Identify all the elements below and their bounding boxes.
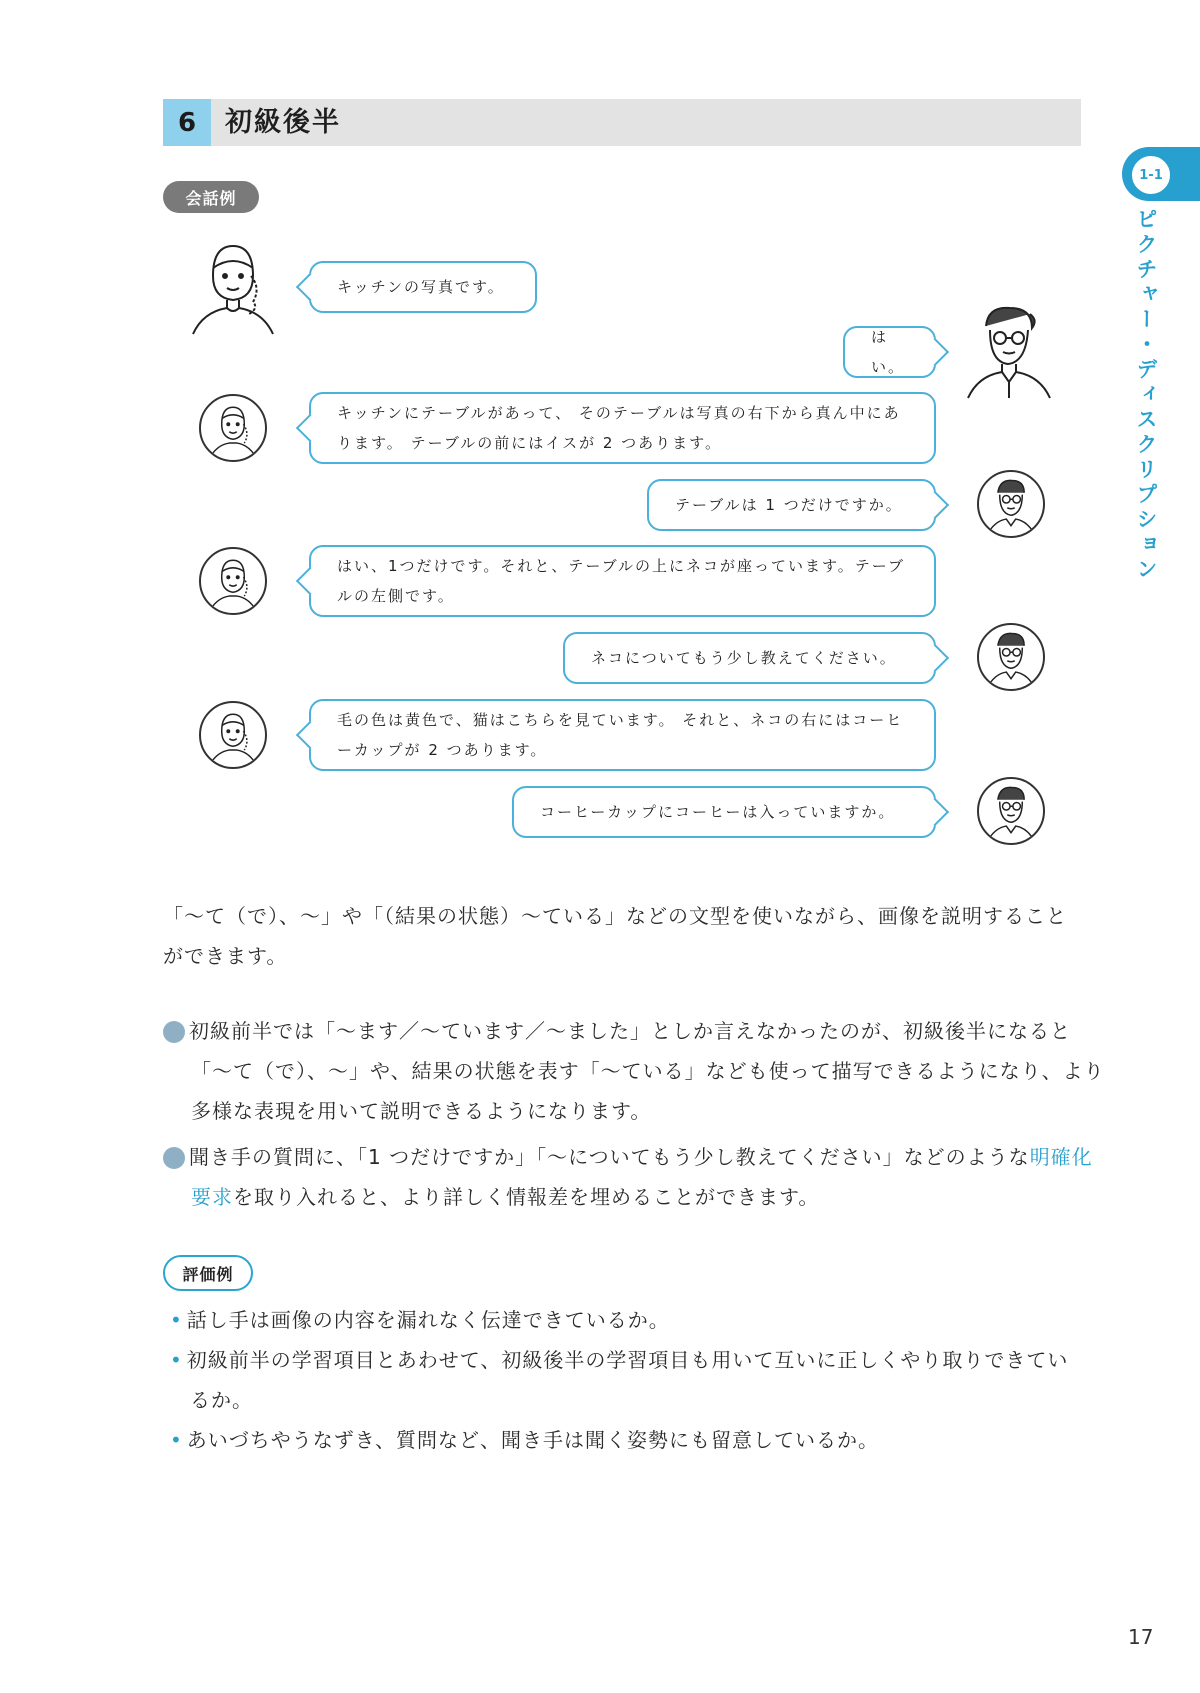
- man-illustration: [958, 300, 1058, 400]
- dialogue-text: キッチンの写真です。: [337, 278, 505, 296]
- summary-text: 「〜て（で）、〜」や「（結果の状態）〜ている」などの文型を使いながら、画像を説明することができます。: [163, 904, 1067, 968]
- point-1: [146, 1011, 1111, 1131]
- dialogue-bubble-6: [563, 632, 936, 684]
- man-avatar: [977, 777, 1045, 845]
- highlight-term: 明確化要求: [191, 1145, 1093, 1209]
- man-avatar: [977, 623, 1045, 691]
- section-title: 初級後半: [225, 107, 341, 138]
- section-number: 6: [163, 99, 211, 146]
- evaluation-label: 評価例: [163, 1255, 253, 1291]
- dialogue-bubble-7: [309, 699, 936, 771]
- evaluation-item: [170, 1340, 1085, 1420]
- chapter-title: ピクチャー・ディスクリプション: [1134, 208, 1158, 583]
- bullet-icon: •: [170, 1348, 183, 1372]
- dialogue-bubble-8: [512, 786, 936, 838]
- dialogue-text: はい。: [871, 328, 906, 376]
- woman-illustration: [183, 236, 283, 336]
- woman-avatar: [199, 394, 267, 462]
- number-badge: 1: [163, 1021, 185, 1043]
- dialogue-bubble-4: [647, 479, 936, 531]
- evaluation-text: あいづちやうなずき、質問など、聞き手は聞く姿勢にも留意しているか。: [186, 1428, 879, 1452]
- evaluation-item: [170, 1300, 1085, 1340]
- page-number: 17: [1128, 1625, 1154, 1649]
- woman-avatar: [199, 701, 267, 769]
- number-badge: 2: [163, 1147, 185, 1169]
- evaluation-text: 初級前半の学習項目とあわせて、初級後半の学習項目も用いて互いに正しくやり取りできているか。: [186, 1348, 1069, 1412]
- dialogue-bubble-5: [309, 545, 936, 617]
- evaluation-item: [170, 1420, 1085, 1460]
- man-avatar: [977, 470, 1045, 538]
- woman-avatar: [199, 547, 267, 615]
- point-text: を取り入れると、より詳しく情報差を埋めることができます。: [233, 1185, 820, 1209]
- dialogue-text: コーヒーカップにコーヒーは入っていますか。: [540, 803, 896, 821]
- chapter-badge: 1-1: [1129, 153, 1173, 197]
- evaluation-list: [170, 1300, 1085, 1460]
- dialogue-text: テーブルは 1 つだけですか。: [675, 496, 903, 514]
- bullet-icon: •: [170, 1428, 183, 1452]
- dialogue-text: ネコについてもう少し教えてください。: [591, 649, 897, 667]
- dialogue-bubble-2: [843, 326, 936, 378]
- dialogue-text: キッチンにテーブルがあって、 そのテーブルは写真の右下から真ん中にあります。 テーブルの前にはイスが 2 つあります。: [337, 404, 901, 452]
- conversation-label: 会話例: [163, 181, 259, 213]
- point-text: 聞き手の質問に、「1 つだけですか」「〜についてもう少し教えてください」などのような: [189, 1145, 1030, 1169]
- dialogue-bubble-1: [309, 261, 537, 313]
- evaluation-text: 話し手は画像の内容を漏れなく伝達できているか。: [186, 1308, 670, 1332]
- dialogue-bubble-3: [309, 392, 936, 464]
- point-2: [146, 1137, 1111, 1217]
- bullet-icon: •: [170, 1308, 183, 1332]
- dialogue-text: 毛の色は黄色で、猫はこちらを見ています。 それと、ネコの右にはコーヒーカップが 2 つあります。: [337, 711, 904, 759]
- point-text: 初級前半では「〜ます／〜ています／〜ました」としか言えなかったのが、初級後半になると「〜て（で）、〜」や、結果の状態を表す「〜ている」なども使って描写できるようになり、より多様な表現を用いて説明できるようになります。: [189, 1019, 1105, 1123]
- dialogue-text: はい、1つだけです。それと、テーブルの上にネコが座っています。テーブルの左側です。: [337, 557, 906, 605]
- section-header: [163, 99, 1081, 146]
